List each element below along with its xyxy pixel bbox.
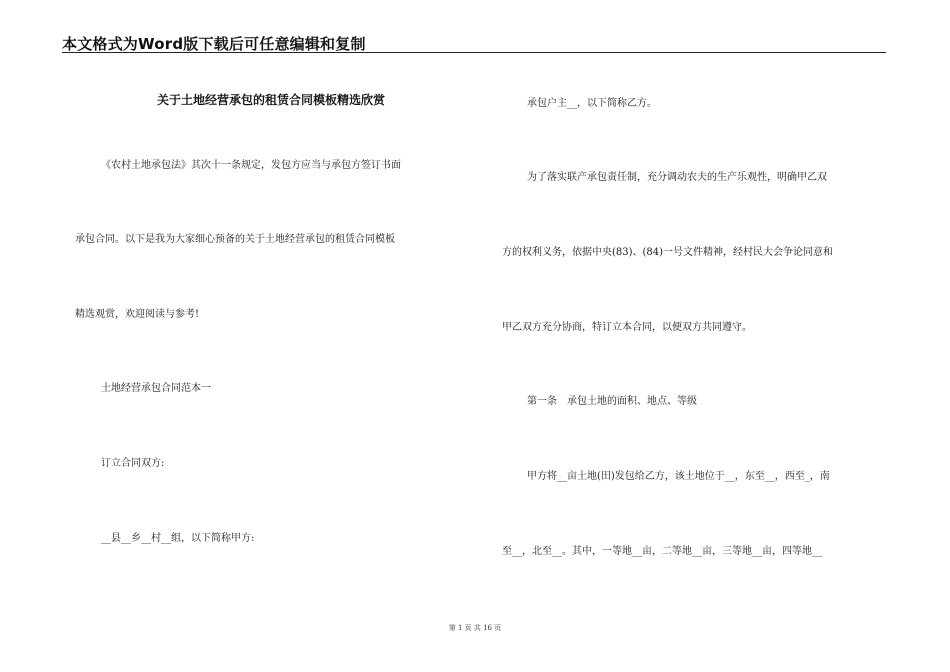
document-header: 本文格式为Word版下载后可任意编辑和复制	[62, 35, 366, 53]
paragraph-line: 承包户主__，以下简称乙方。	[527, 98, 657, 109]
paragraph-line: 甲乙双方充分协商，特订立本合同，以便双方共同遵守。	[502, 322, 752, 333]
paragraph-line: 甲方将__亩土地(田)发包给乙方，该土地位于__，东至__，西至_，南	[527, 471, 830, 482]
header-divider	[62, 52, 886, 53]
paragraph-line: 精选观赏，欢迎阅读与参考!	[75, 309, 200, 320]
paragraph-line: __县__乡__村__组，以下简称甲方:	[101, 533, 255, 544]
article-heading: 第一条 承包土地的面积、地点、等级	[527, 396, 697, 407]
paragraph-line: 《农村土地承包法》其次十一条规定，发包方应当与承包方签订书面	[101, 160, 401, 171]
paragraph-line: 为了落实联产承包责任制，充分调动农夫的生产乐观性，明确甲乙双	[527, 172, 827, 183]
document-title: 关于土地经营承包的租赁合同模板精选欣赏	[156, 93, 385, 107]
paragraph-line: 方的权利义务，依据中央(83)、(84)一号文件精神，经村民大会争论同意和	[502, 247, 834, 258]
page-number: 第 1 页 共 16 页	[448, 624, 502, 632]
section-heading: 土地经营承包合同范本一	[101, 383, 211, 394]
paragraph-line: 至__，北至__。其中，一等地__亩，二等地__亩，三等地__亩，四等地__	[502, 546, 822, 557]
paragraph-line: 承包合同。以下是我为大家细心预备的关于土地经营承包的租赁合同模板	[75, 234, 395, 245]
paragraph-line: 订立合同双方:	[101, 458, 165, 469]
